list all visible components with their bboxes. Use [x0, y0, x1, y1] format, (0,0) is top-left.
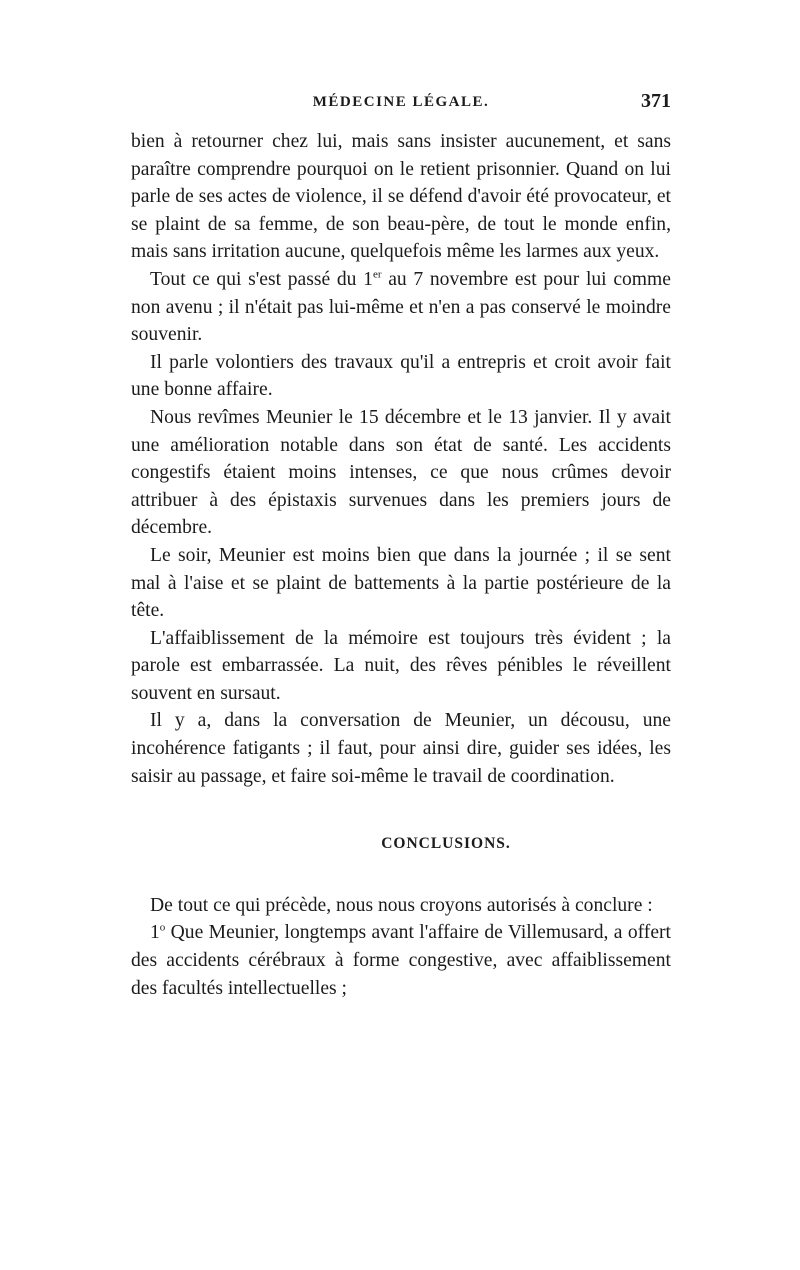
- section-heading: CONCLUSIONS.: [381, 835, 511, 853]
- paragraph-text: Que Meunier, longtemps avant l'affaire de Villemusard, a offert des accidents cérébraux à forme congestive, avec affaiblissement des facultés intellectuelles ;: [131, 922, 671, 999]
- body-text: [131, 128, 671, 1002]
- paragraph: Il parle volontiers des travaux qu'il a entrepris et croit avoir fait une bonne affaire.: [131, 351, 671, 401]
- paragraph-text: au 7 novembre est pour lui comme non avenu ; il n'était pas lui-même et n'en a pas conservé le moindre souvenir.: [131, 268, 671, 346]
- paragraph: [131, 919, 671, 1002]
- paragraph-text: Tout ce qui s'est passé du 1: [150, 268, 373, 290]
- paragraph: [131, 266, 671, 349]
- paragraph: L'affaiblissement de la mémoire est toujours très évident ; la parole est embarrassée. La nuit, des rêves pénibles le réveillent souvent en sursaut.: [131, 627, 671, 704]
- running-head: [131, 88, 671, 118]
- book-page: [131, 88, 671, 1002]
- paragraph: Il y a, dans la conversation de Meunier, un décousu, une incohérence fatigants ; il faut, pour ainsi dire, guider ses idées, les saisir au passage, et faire soi-même le travail de coordination.: [131, 710, 671, 787]
- paragraph: bien à retourner chez lui, mais sans insister aucunement, et sans paraître comprendre pourquoi on le retient prisonnier. Quand on lui parle de ses actes de violence, il se défend d'avoir été provocateur, et se plaint de sa femme, de son beau-père, de tout le monde enfin, mais sans irritation aucune, quelquefois même les larmes aux yeux.: [131, 131, 671, 263]
- paragraph-text: 1: [150, 922, 160, 944]
- page-number: 371: [641, 90, 671, 112]
- superscript: o: [159, 921, 166, 934]
- paragraph: De tout ce qui précède, nous nous croyons autorisés à conclure :: [150, 894, 653, 916]
- paragraph: Le soir, Meunier est moins bien que dans la journée ; il se sent mal à l'aise et se plaint de battements à la partie postérieure de la tête.: [131, 544, 671, 622]
- running-title: MÉDECINE LÉGALE.: [312, 94, 490, 110]
- superscript: er: [372, 268, 382, 281]
- paragraph: Nous revîmes Meunier le 15 décembre et le 13 janvier. Il y avait une amélioration notable dans son état de santé. Les accidents congestifs étaient moins intenses, ce que nous crûmes devoir attribuer à des épistaxis survenues dans les premiers jours de décembre.: [131, 406, 671, 539]
